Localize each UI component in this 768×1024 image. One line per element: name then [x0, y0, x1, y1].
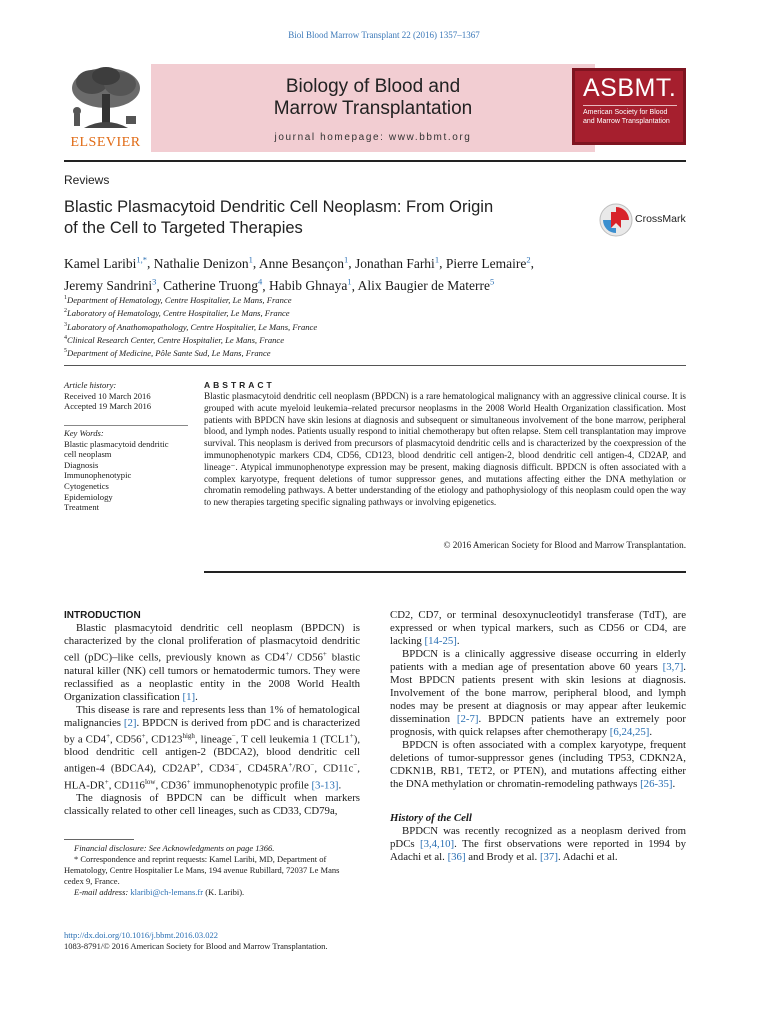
- author[interactable]: Nathalie Denizon$^1$: [153, 254, 253, 271]
- paragraph: This disease is rare and represents less than 1% of hematological malignancies [2]. BPDCN is derived from pDC and is characterized by a CD4+, CD56+, $CD123^{high}$, lineage−, T cell leukemia 1 (TCL1+), blood dendritic cell antigen-2 (BDCA2), blood dendritic cell antigen-4 (BDCA4), CD2AP+, CD34−, CD45RA+/RO−, CD11c−, HLA-DR+, $CD116^{low}$, CD36+ immunophenotypic profile [3-13].: [64, 703, 361, 792]
- article-section: Reviews: [64, 173, 110, 187]
- author[interactable]: Jonathan Farhi$^1$: [354, 254, 440, 271]
- asbmt-logo: [572, 68, 686, 145]
- citation-link[interactable]: [36]: [447, 851, 466, 863]
- citation-link[interactable]: [37]: [539, 851, 558, 863]
- email-line: E-mail address: klaribi@ch-lemans.fr (K. Laribi).: [74, 887, 245, 897]
- issn-line: 1083-8791/© 2016 American Society for Blood and Marrow Transplantation.: [64, 941, 328, 951]
- citation-link[interactable]: [3-13]: [311, 779, 339, 792]
- author[interactable]: Habib Ghnaya$^1$: [269, 276, 352, 293]
- abstract-heading: ABSTRACT: [204, 380, 275, 390]
- citation-link[interactable]: [3,7]: [662, 661, 684, 673]
- elsevier-wordmark: ELSEVIER: [70, 135, 141, 150]
- affiliation: $^2$Laboratory of Hematology, Centre Hospitalier, Le Mans, France: [64, 308, 290, 319]
- paragraph: BPDCN is a clinically aggressive disease occurring in elderly patients with a median age of presentation above 60 years [3,7]. Most BPDCN patients present with skin lesions at diagnosis. Involvement of the bone marrow, peripheral blood, and lymph nodes may be present at diagnosis or may appear after leukemic dissemination [2-7]. BPDCN patients have an extremely poor prognosis, with quick relapses after chemotherapy [6,24,25].: [390, 648, 686, 738]
- journal-title: Biology of Blood and Marrow Transplantation: [273, 76, 473, 119]
- author[interactable]: Anne Besançon$^1$: [258, 254, 349, 271]
- paragraph: BPDCN is often associated with a complex karyotype, frequent deletions of tumor-suppressor genes (including TP53, CDKN2A, CDKN1B, RB1, TET2, or PTEN), and mutations affecting either the DNA methylation or chromatin-remodeling pathways [26-35].: [390, 739, 686, 790]
- citation-link[interactable]: [14-25]: [424, 635, 457, 647]
- header-rule: [64, 160, 686, 162]
- author[interactable]: Catherine Truong$^4$: [163, 276, 263, 293]
- affiliation-rule: [64, 365, 686, 366]
- citation-link[interactable]: [2]: [123, 716, 137, 729]
- author[interactable]: Pierre Lemaire$^2$: [445, 254, 531, 271]
- keyword: Immunophenotypic: [64, 470, 132, 481]
- journal-homepage-link[interactable]: journal homepage: www.bbmt.org: [274, 132, 472, 143]
- affiliation: $^3$Laboratory of Anathomopathology, Centre Hospitalier, Le Mans, France: [64, 321, 318, 332]
- crossmark-badge[interactable]: [599, 203, 689, 237]
- author[interactable]: Kamel Laribi$^{1,*}$: [64, 254, 147, 271]
- keyword: Treatment: [64, 502, 100, 513]
- author[interactable]: Alix Baugier de Materre$^5$: [357, 276, 495, 293]
- paragraph: CD2, CD7, or terminal desoxynucleotidyl transferase (TdT), are expressed or when typical markers, such as CD56 or CD4, are lacking [14-25].: [390, 609, 686, 647]
- keyword: cell neoplasm: [64, 449, 112, 460]
- abstract-text: Blastic plasmacytoid dendritic cell neoplasm (BPDCN) is a rare hematological malignancy with an aggressive clinical course. It is grouped with acute myeloid leukemia–related precursor neoplasms in the 2008 World Health Organization classification. Most patients with BPDCN have skin lesions at diagnosis and subsequent or simultaneous involvement of the bone marrow, peripheral blood, and lymph nodes. Patients usually respond to initial chemotherapy but often relapse. Stem cell transplantation may improve survival. This neoplasm is derived from precursors of plasmacytoid dendritic cells and is characterized by the coexpression of the immunophenotypic markers CD4, CD56, CD123, blood dendritic cell antigen-2, blood dendritic cell antigen-4, CD2AP, and lineage⁻. Atypical immunophenotype expression may be present, making diagnosis difficult. BPDCN is often associated with a complex karyotype, frequent deletions of tumor suppressor genes, and mutations affecting either the DNA methylation or chromatin remodeling pathways. A better understanding of the etiology and pathophysiology of this neoplasm could open the way to new therapies targeting specific signaling pathways or involving epigenetics.: [204, 391, 686, 508]
- footnote-rule: [64, 839, 134, 840]
- article-title: Blastic Plasmacytoid Dendritic Cell Neoplasm: From Origin of the Cell to Targeted Therapies: [64, 198, 494, 237]
- society-abbreviation: ASBMT.: [583, 74, 677, 102]
- body-column-right: [390, 609, 686, 864]
- affiliations: [64, 293, 584, 360]
- paragraph: BPDCN was recently recognized as a neoplasm derived from pDCs [3,4,10]. The first observations were reported in 1994 by Adachi et al. [36] and Brody et al. [37]. Adachi et al.: [390, 825, 686, 863]
- society-name: American Society for Blood and Marrow Transplantation: [583, 109, 670, 125]
- citation-link[interactable]: [1]: [182, 690, 196, 703]
- email-link[interactable]: klaribi@ch-lemans.fr: [130, 887, 204, 897]
- citation-link[interactable]: [26-35]: [640, 778, 673, 790]
- footnotes: [64, 843, 360, 898]
- paragraph: Blastic plasmacytoid dendritic cell neoplasm (BPDCN) is characterized by the clonal proliferation of plasmacytoid dendritic cell (pDC)–like cells, previously known as CD4+/ CD56+ blastic natural killer (NK) cell tumors or hematodermic tumors. They were reclassified as a neoplastic entity in the 2008 World Health Organization classification [1].: [64, 622, 360, 703]
- keyword: Epidemiology: [64, 491, 113, 502]
- abstract-rule: [204, 571, 686, 573]
- crossmark-label: CrossMark: [635, 213, 686, 225]
- article-history: Article history: Received 10 March 2016 Accepted 19 March 2016: [64, 380, 152, 411]
- author[interactable]: Jeremy Sandrini$^3$: [64, 276, 157, 293]
- affiliation: $^5$Department of Medicine, Pôle Sante Sud, Le Mans, France: [64, 348, 271, 359]
- citation-link[interactable]: [2-7]: [456, 713, 479, 725]
- society-divider: [583, 105, 677, 106]
- doi-link[interactable]: http://dx.doi.org/10.1016/j.bbmt.2016.03.022: [64, 930, 219, 940]
- affiliation: $^4$Clinical Research Center, Centre Hospitalier, Le Mans, France: [64, 334, 285, 345]
- author-list: Kamel Laribi$^{1,*}$, Nathalie Denizon$^1$, Anne Besançon$^1$, Jonathan Farhi$^1$, Pierre Lemaire$^2$, Jeremy Sandrini$^3$, Catherine Truong$^4$, Habib Ghnaya$^1$, Alix Baugier de Materre$^5$: [64, 254, 535, 293]
- paragraph: The diagnosis of BPDCN can be difficult when markers classically related to other cell lineages, such as CD33, CD79a,: [64, 792, 360, 818]
- citation-link[interactable]: [6,24,25]: [609, 726, 650, 738]
- financial-disclosure: Financial disclosure: See Acknowledgments on page 1366.: [74, 843, 275, 853]
- keywords: Key Words: Blastic plasmacytoid dendritic cell neoplasm Diagnosis Immunophenotypic Cytogenetics Epidemiology Treatment: [64, 428, 194, 513]
- history-rule: [64, 425, 188, 426]
- body-column-left: [64, 609, 360, 818]
- affiliation: $^1$Department of Hematology, Centre Hospitalier, Le Mans, France: [64, 294, 292, 305]
- history-of-cell-heading: History of the Cell: [390, 812, 472, 824]
- crossmark-icon: [599, 203, 633, 237]
- citation-link[interactable]: [3,4,10]: [419, 838, 455, 850]
- keyword: Diagnosis: [64, 459, 99, 470]
- masthead: [64, 64, 686, 152]
- keyword: Blastic plasmacytoid dendritic: [64, 438, 169, 449]
- introduction-heading: INTRODUCTION: [64, 610, 141, 621]
- keyword: Cytogenetics: [64, 480, 109, 491]
- correspondence: * Correspondence and reprint requests: Kamel Laribi, MD, Department of Hematology, Centre Hospitalier Le Mans, 194 avenue Rubillard, 72037 Le Mans cedex 9, France.: [64, 854, 340, 886]
- journal-banner: [151, 64, 595, 152]
- journal-citation[interactable]: Biol Blood Marrow Transplant 22 (2016) 1357–1367: [288, 30, 480, 40]
- abstract-copyright: © 2016 American Society for Blood and Marrow Transplantation.: [443, 540, 686, 550]
